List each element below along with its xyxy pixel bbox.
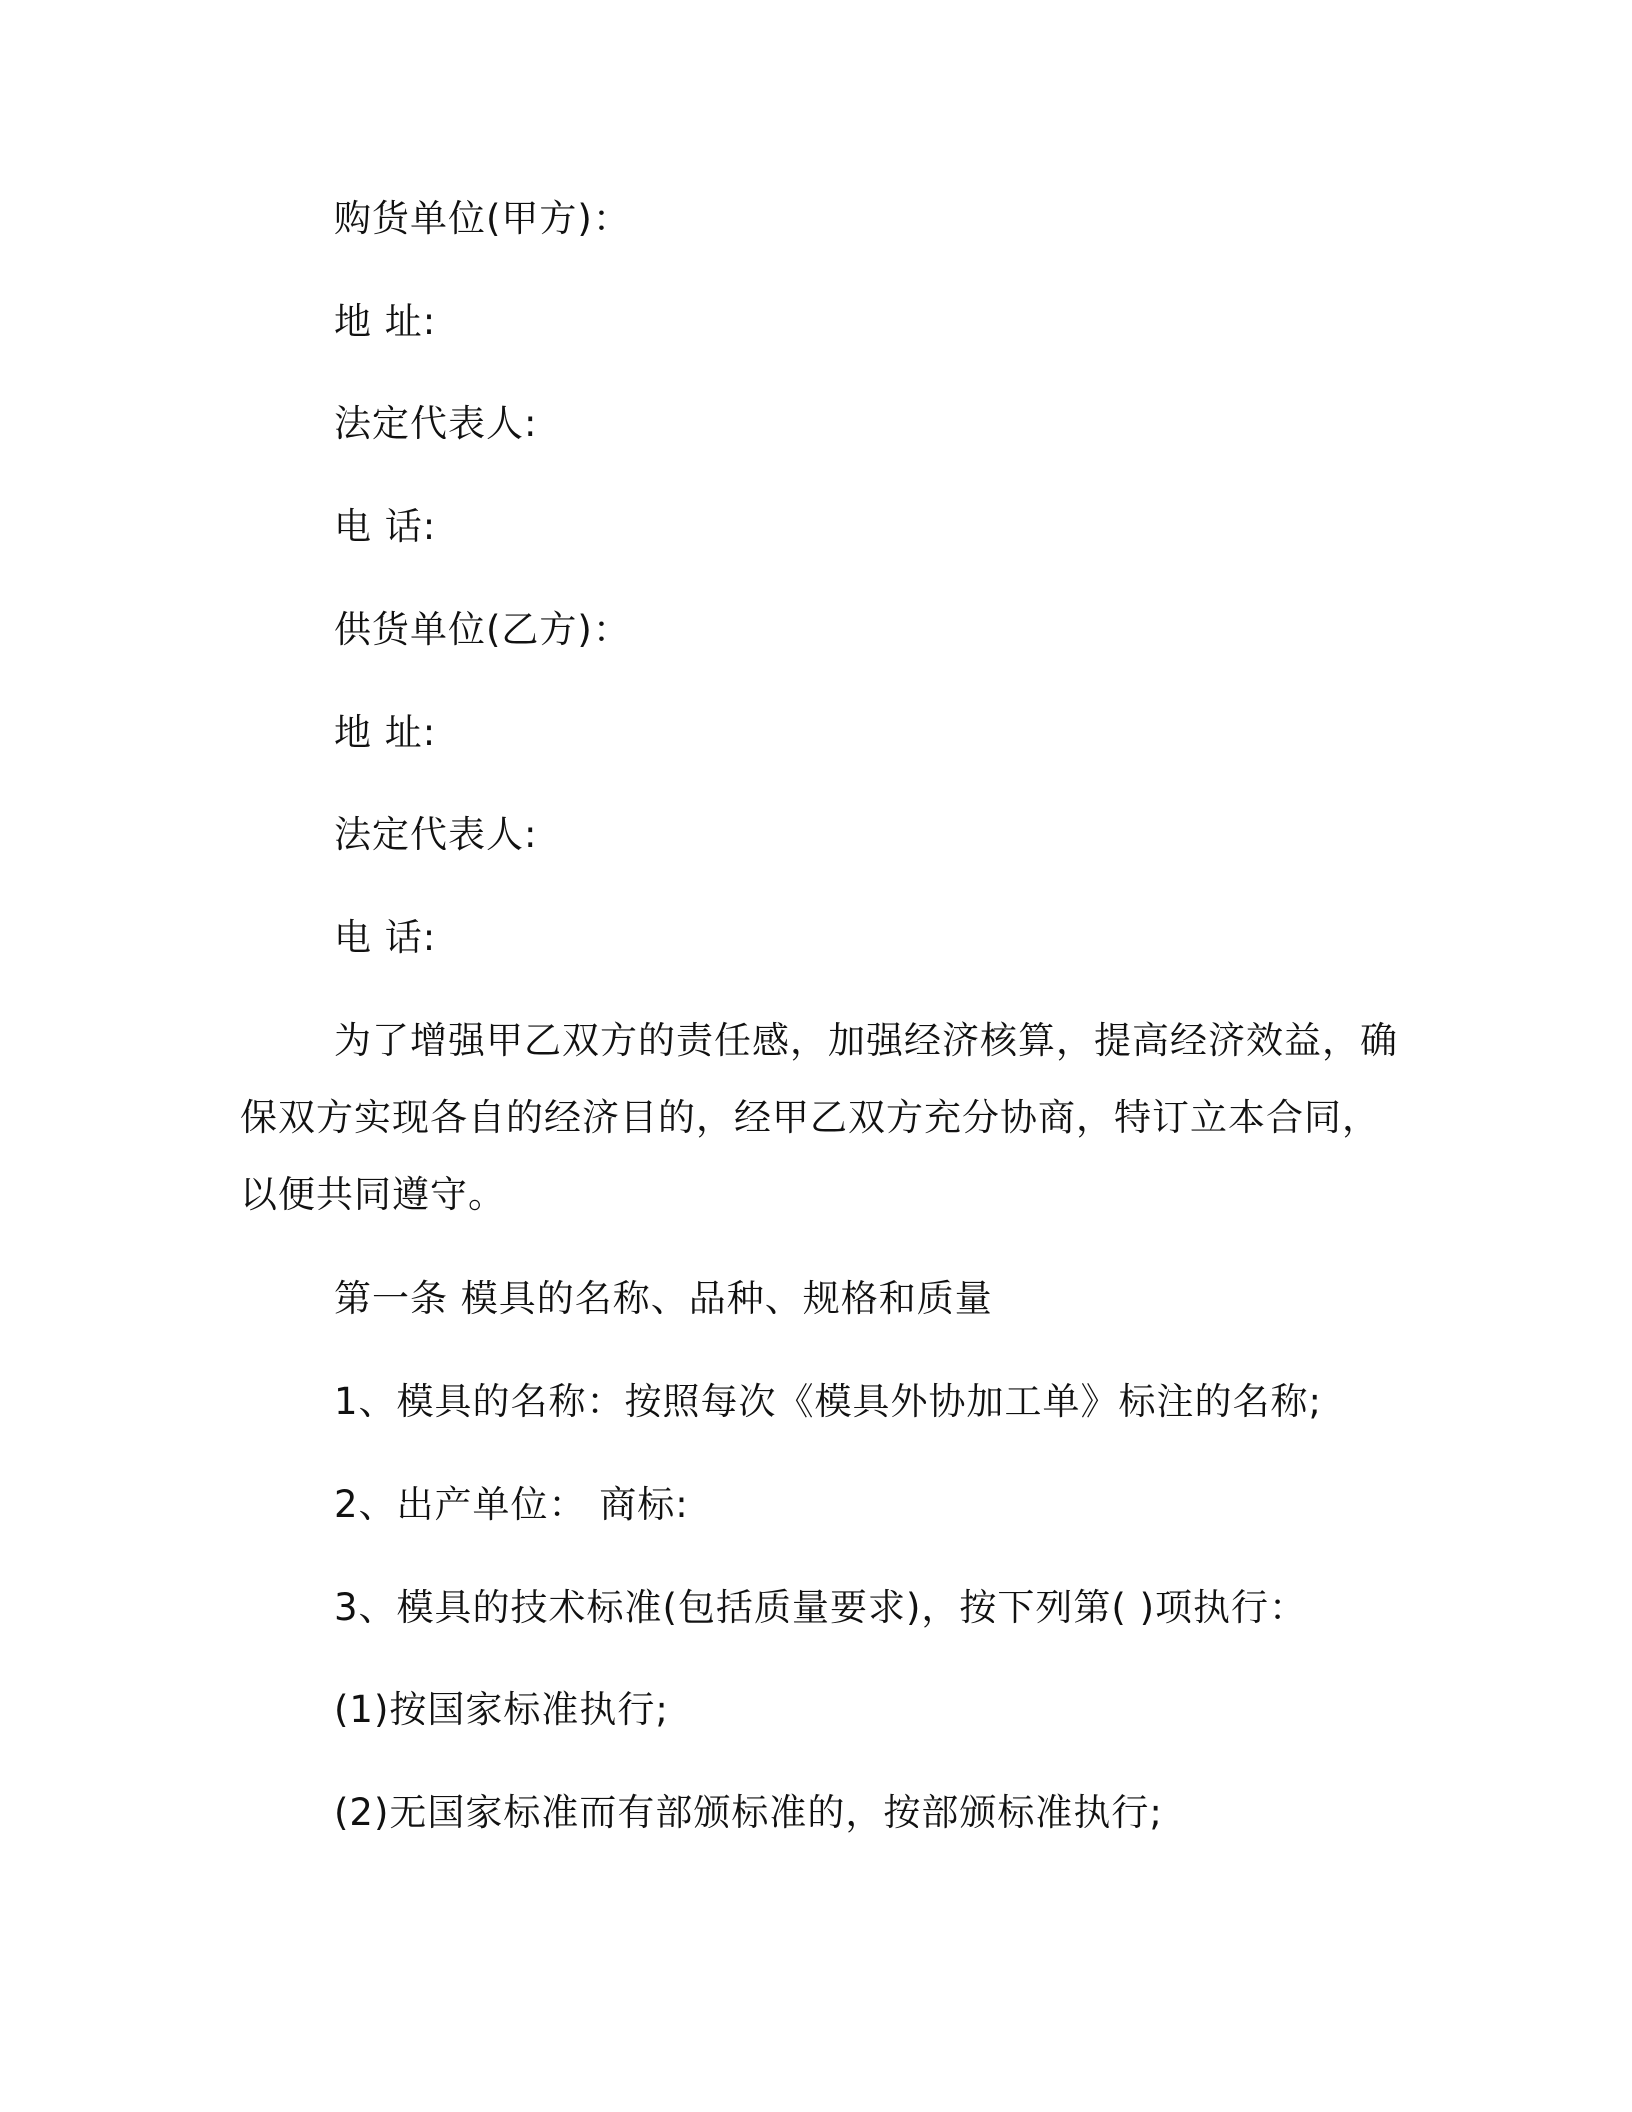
article-1-sub-item-1: (1)按国家标准执行; bbox=[334, 1688, 669, 1731]
preamble-line-1: 为了增强甲乙双方的责任感，加强经济核算，提高经济效益，确 bbox=[334, 1019, 1398, 1062]
article-1-sub-item-2: (2)无国家标准而有部颁标准的，按部颁标准执行; bbox=[334, 1791, 1163, 1834]
article-1-heading: 第一条 模具的名称、品种、规格和质量 bbox=[334, 1277, 993, 1320]
preamble-line-3: 以便共同遵守。 bbox=[240, 1173, 506, 1216]
party-b-address-label: 地 址: bbox=[334, 711, 437, 754]
party-b-unit-label: 供货单位(乙方)： bbox=[334, 608, 631, 651]
article-1-item-3: 3、模具的技术标准(包括质量要求)，按下列第( )项执行： bbox=[334, 1586, 1308, 1629]
article-1-item-1: 1、模具的名称：按照每次《模具外协加工单》标注的名称; bbox=[334, 1380, 1323, 1423]
party-a-address-label: 地 址: bbox=[334, 300, 437, 343]
party-a-phone-label: 电 话: bbox=[334, 505, 437, 548]
preamble-line-2: 保双方实现各自的经济目的，经甲乙双方充分协商，特订立本合同， bbox=[240, 1096, 1380, 1139]
party-b-representative-label: 法定代表人: bbox=[334, 813, 538, 856]
party-a-representative-label: 法定代表人: bbox=[334, 402, 538, 445]
article-1-item-2: 2、出产单位： 商标: bbox=[334, 1483, 689, 1526]
party-a-unit-label: 购货单位(甲方)： bbox=[334, 197, 631, 240]
party-b-phone-label: 电 话: bbox=[334, 916, 437, 959]
